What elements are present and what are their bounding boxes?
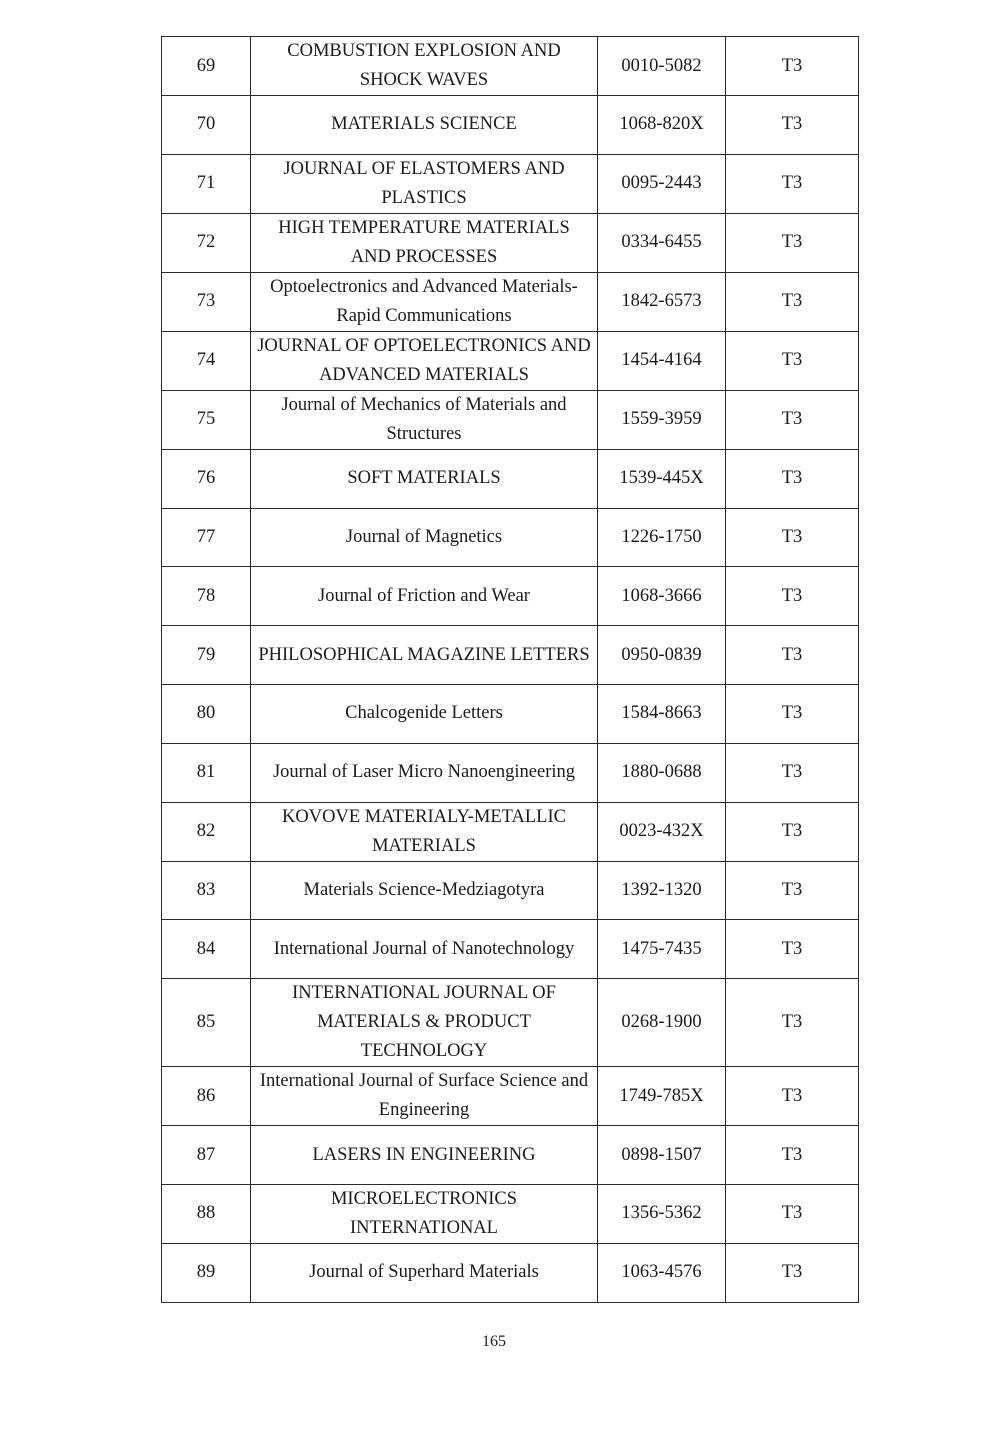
journal-title: COMBUSTION EXPLOSION AND SHOCK WAVES xyxy=(251,37,598,96)
category: T3 xyxy=(726,449,859,508)
table-row xyxy=(162,861,859,920)
category: T3 xyxy=(726,567,859,626)
journal-title: LASERS IN ENGINEERING xyxy=(251,1126,598,1185)
issn: 1749-785X xyxy=(598,1067,726,1126)
row-number: 85 xyxy=(162,979,251,1067)
issn: 0010-5082 xyxy=(598,37,726,96)
category: T3 xyxy=(726,1067,859,1126)
issn: 1068-820X xyxy=(598,96,726,155)
journal-title: International Journal of Surface Science and Engineering xyxy=(251,1067,598,1126)
issn: 1584-8663 xyxy=(598,684,726,743)
page-number: 165 xyxy=(482,1333,506,1350)
issn: 1068-3666 xyxy=(598,567,726,626)
category: T3 xyxy=(726,861,859,920)
table-row xyxy=(162,96,859,155)
journal-title: Optoelectronics and Advanced Materials-Rapid Communications xyxy=(251,272,598,331)
table-row xyxy=(162,802,859,861)
category: T3 xyxy=(726,626,859,685)
category: T3 xyxy=(726,390,859,449)
journal-title: Journal of Superhard Materials xyxy=(251,1243,598,1302)
journal-title: HIGH TEMPERATURE MATERIALS AND PROCESSES xyxy=(251,213,598,272)
table-row xyxy=(162,979,859,1067)
row-number: 76 xyxy=(162,449,251,508)
issn: 1454-4164 xyxy=(598,331,726,390)
category: T3 xyxy=(726,743,859,802)
issn: 0898-1507 xyxy=(598,1126,726,1185)
category: T3 xyxy=(726,1184,859,1243)
row-number: 79 xyxy=(162,626,251,685)
table-row xyxy=(162,626,859,685)
journal-title: MATERIALS SCIENCE xyxy=(251,96,598,155)
category: T3 xyxy=(726,1126,859,1185)
journal-table xyxy=(161,36,859,1303)
table-row xyxy=(162,37,859,96)
table-row xyxy=(162,1067,859,1126)
journal-title: JOURNAL OF OPTOELECTRONICS AND ADVANCED MATERIALS xyxy=(251,331,598,390)
row-number: 77 xyxy=(162,508,251,567)
issn: 0095-2443 xyxy=(598,154,726,213)
table-row xyxy=(162,684,859,743)
table-row xyxy=(162,1126,859,1185)
journal-title: JOURNAL OF ELASTOMERS AND PLASTICS xyxy=(251,154,598,213)
journal-title: Chalcogenide Letters xyxy=(251,684,598,743)
issn: 0268-1900 xyxy=(598,979,726,1067)
journal-title: MICROELECTRONICS INTERNATIONAL xyxy=(251,1184,598,1243)
issn: 0950-0839 xyxy=(598,626,726,685)
row-number: 74 xyxy=(162,331,251,390)
category: T3 xyxy=(726,508,859,567)
issn: 1392-1320 xyxy=(598,861,726,920)
table-row xyxy=(162,272,859,331)
issn: 1475-7435 xyxy=(598,920,726,979)
category: T3 xyxy=(726,96,859,155)
journal-title: Journal of Magnetics xyxy=(251,508,598,567)
category: T3 xyxy=(726,331,859,390)
row-number: 72 xyxy=(162,213,251,272)
category: T3 xyxy=(726,979,859,1067)
journal-title: SOFT MATERIALS xyxy=(251,449,598,508)
table-row xyxy=(162,213,859,272)
row-number: 78 xyxy=(162,567,251,626)
row-number: 83 xyxy=(162,861,251,920)
row-number: 86 xyxy=(162,1067,251,1126)
category: T3 xyxy=(726,1243,859,1302)
row-number: 71 xyxy=(162,154,251,213)
table-row xyxy=(162,1184,859,1243)
journal-title: Journal of Friction and Wear xyxy=(251,567,598,626)
row-number: 75 xyxy=(162,390,251,449)
category: T3 xyxy=(726,920,859,979)
issn: 0334-6455 xyxy=(598,213,726,272)
journal-title: PHILOSOPHICAL MAGAZINE LETTERS xyxy=(251,626,598,685)
table-row xyxy=(162,1243,859,1302)
issn: 1356-5362 xyxy=(598,1184,726,1243)
issn: 1559-3959 xyxy=(598,390,726,449)
row-number: 80 xyxy=(162,684,251,743)
table-row xyxy=(162,508,859,567)
issn: 1539-445X xyxy=(598,449,726,508)
table-row xyxy=(162,449,859,508)
table-row xyxy=(162,390,859,449)
issn: 1842-6573 xyxy=(598,272,726,331)
table-row xyxy=(162,331,859,390)
table-row xyxy=(162,567,859,626)
journal-title: Journal of Mechanics of Materials and Structures xyxy=(251,390,598,449)
journal-title: INTERNATIONAL JOURNAL OF MATERIALS & PRODUCT TECHNOLOGY xyxy=(251,979,598,1067)
row-number: 84 xyxy=(162,920,251,979)
journal-title: Journal of Laser Micro Nanoengineering xyxy=(251,743,598,802)
issn: 1226-1750 xyxy=(598,508,726,567)
row-number: 89 xyxy=(162,1243,251,1302)
row-number: 73 xyxy=(162,272,251,331)
journal-title: Materials Science-Medziagotyra xyxy=(251,861,598,920)
category: T3 xyxy=(726,684,859,743)
journal-title: International Journal of Nanotechnology xyxy=(251,920,598,979)
row-number: 69 xyxy=(162,37,251,96)
table-row xyxy=(162,154,859,213)
issn: 1880-0688 xyxy=(598,743,726,802)
row-number: 82 xyxy=(162,802,251,861)
category: T3 xyxy=(726,213,859,272)
category: T3 xyxy=(726,802,859,861)
row-number: 88 xyxy=(162,1184,251,1243)
category: T3 xyxy=(726,37,859,96)
row-number: 87 xyxy=(162,1126,251,1185)
journal-title: KOVOVE MATERIALY-METALLIC MATERIALS xyxy=(251,802,598,861)
row-number: 81 xyxy=(162,743,251,802)
issn: 1063-4576 xyxy=(598,1243,726,1302)
table-row xyxy=(162,920,859,979)
category: T3 xyxy=(726,154,859,213)
row-number: 70 xyxy=(162,96,251,155)
table-row xyxy=(162,743,859,802)
category: T3 xyxy=(726,272,859,331)
issn: 0023-432X xyxy=(598,802,726,861)
